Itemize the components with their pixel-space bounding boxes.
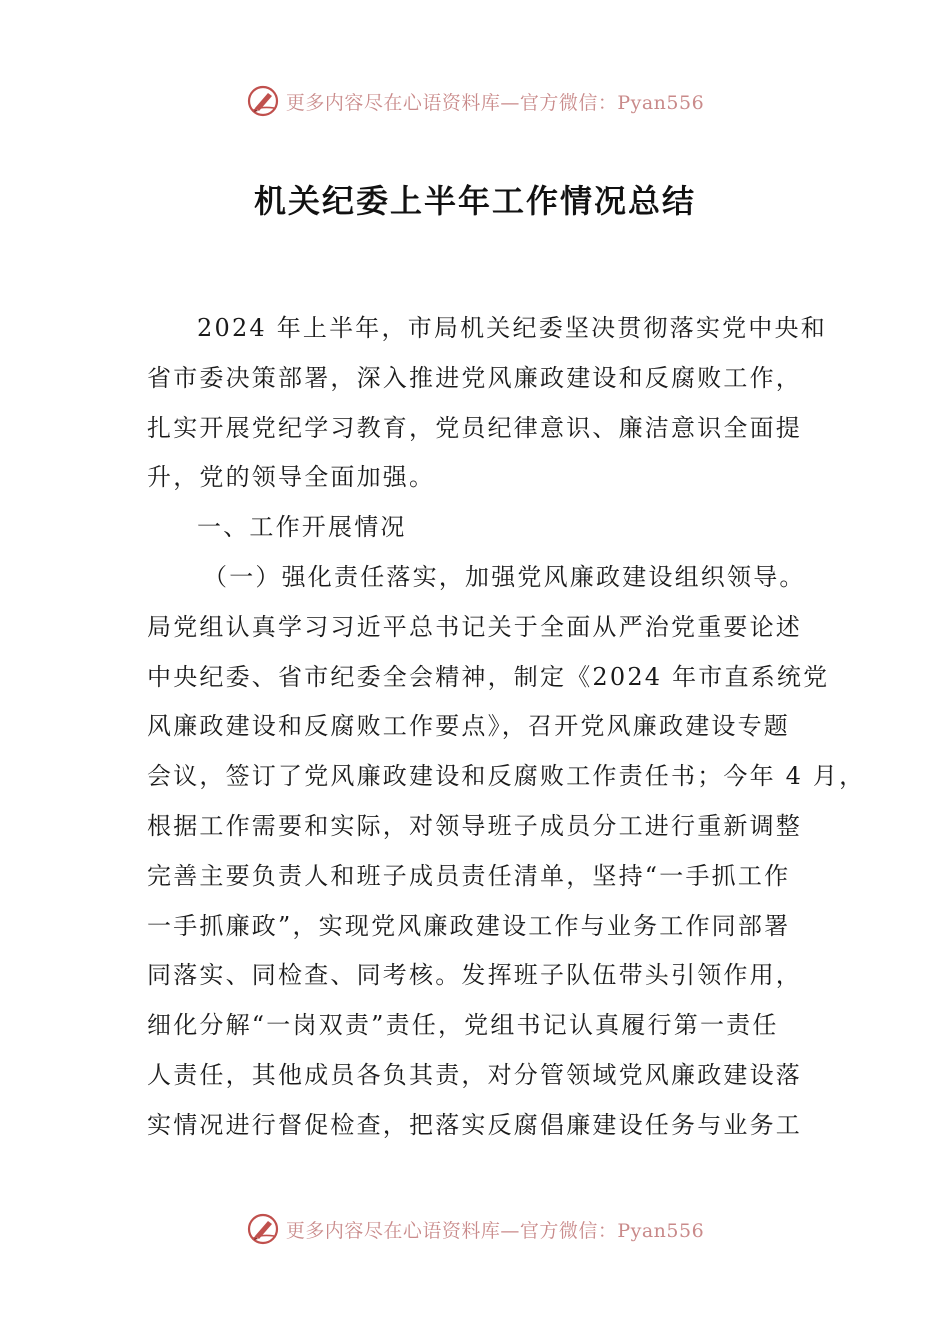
paragraph-line: 局党组认真学习习近平总书记关于全面从严治党重要论述 [147,612,802,641]
pen-logo-icon [246,84,280,118]
paragraph-line: 一手抓廉政”，实现党风廉政建设工作与业务工作同部署 [147,911,791,940]
document-body [147,304,866,1151]
paragraph-line: 实情况进行督促检查，把落实反腐倡廉建设任务与业务工 [147,1110,802,1139]
footer-banner [0,1212,950,1246]
document-title: 机关纪委上半年工作情况总结 [253,182,696,220]
footer-banner-text: 更多内容尽在心语资料库—官方微信：Pyan556 [285,1219,705,1242]
paragraph-line: 风廉政建设和反腐败工作要点》，召开党风廉政建设专题 [147,712,790,741]
paragraph-line: 细化分解“一岗双责”责任，党组书记认真履行第一责任 [147,1011,779,1040]
paragraph-line: 同落实、同检查、同考核。发挥班子队伍带头引领作用， [147,961,802,990]
paragraph-line: 省市委决策部署，深入推进党风廉政建设和反腐败工作， [147,363,802,392]
section-heading: 一、工作开展情况 [197,513,407,542]
paragraph-line: 会议，签订了党风廉政建设和反腐败工作责任书；今年 4 月， [147,762,866,791]
header-banner [0,84,950,118]
pen-logo-icon [246,1212,280,1246]
paragraph-line: 扎实开展党纪学习教育，党员纪律意识、廉洁意识全面提 [147,413,802,442]
paragraph-line: 人责任，其他成员各负其责，对分管领域党风廉政建设落 [147,1060,802,1089]
header-banner-text: 更多内容尽在心语资料库—官方微信：Pyan556 [285,91,705,114]
paragraph-line: 完善主要负责人和班子成员责任清单，坚持“一手抓工作 [147,861,791,890]
paragraph-line: 升，党的领导全面加强。 [147,463,436,492]
paragraph-line: 2024 年上半年，市局机关纪委坚决贯彻落实党中央和 [197,314,827,342]
paragraph-line: 中央纪委、省市纪委全会精神，制定《2024 年市直系统党 [147,662,830,691]
paragraph-line: 根据工作需要和实际，对领导班子成员分工进行重新调整 [147,811,802,840]
subsection-heading: （一）强化责任落实，加强党风廉政建设组织领导。 [203,562,806,591]
